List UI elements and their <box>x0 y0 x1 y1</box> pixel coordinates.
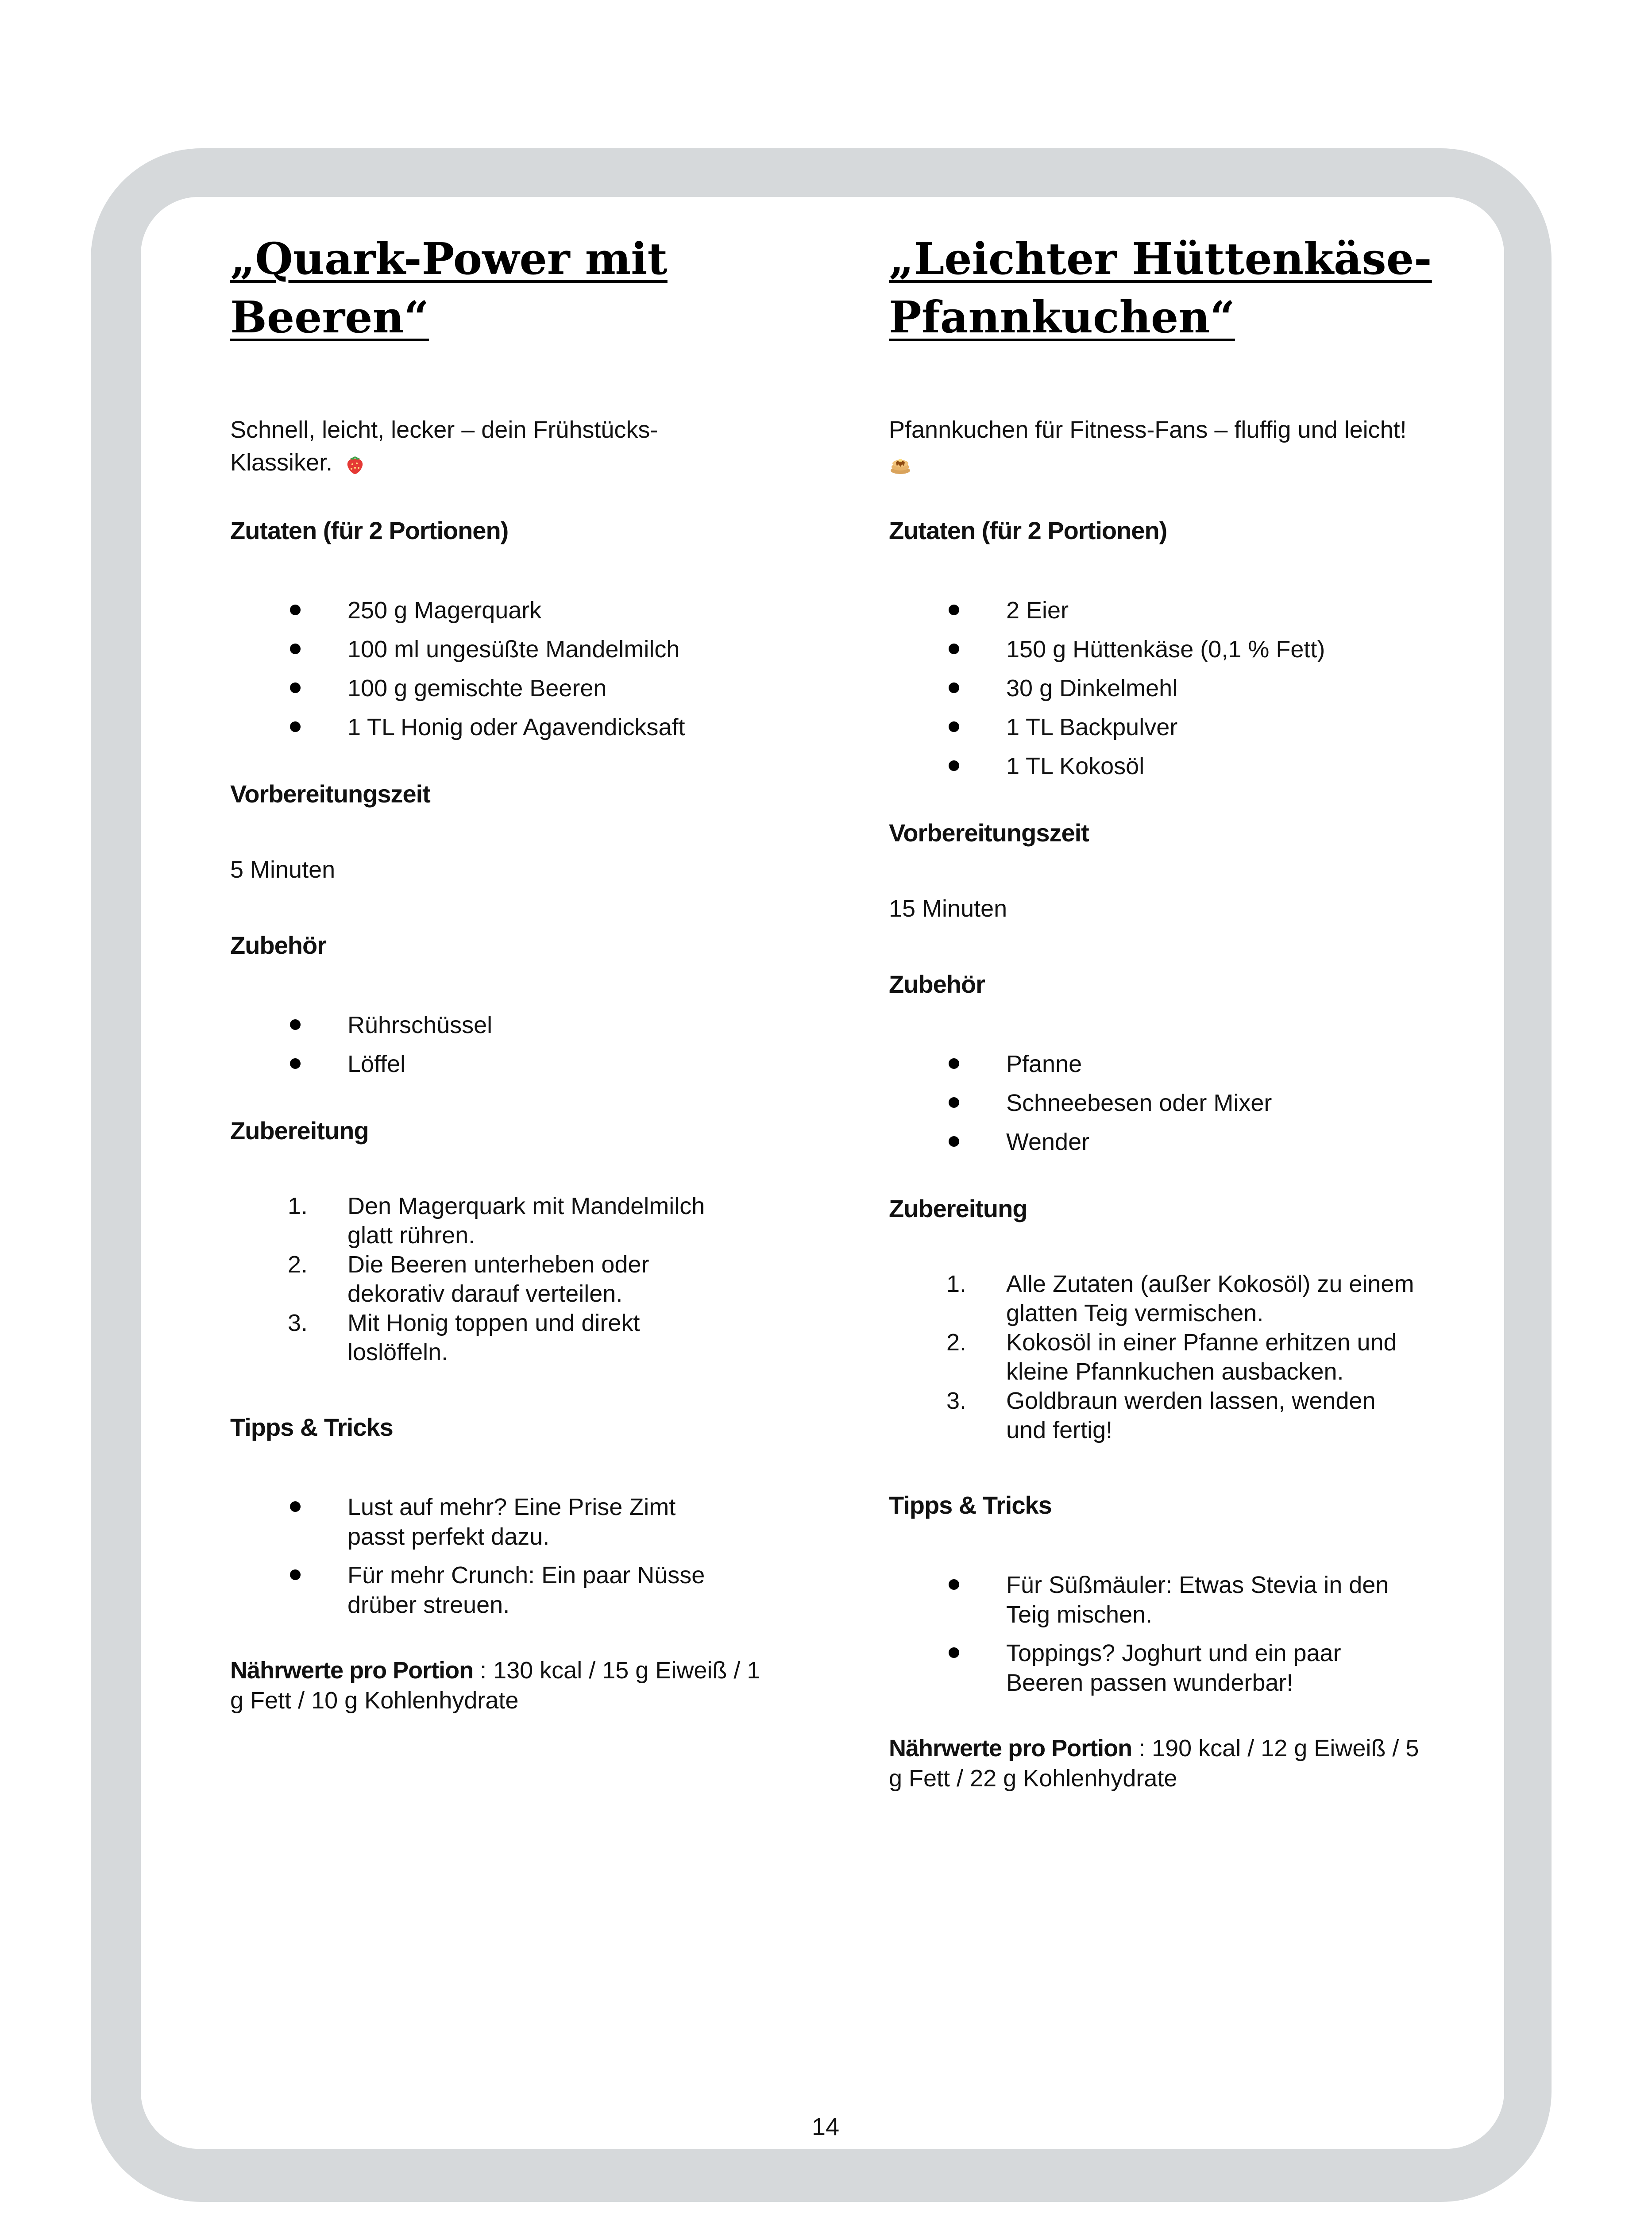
recipe-subtitle-text: Pfannkuchen für Fitness-Fans – fluffig und leicht! <box>889 416 1407 443</box>
tips-list <box>889 1570 1420 1698</box>
list-item: Lust auf mehr? Eine Prise Zimt passt perfekt dazu. <box>230 1492 735 1552</box>
list-item: 2. Kokosöl in einer Pfanne erhitzen und kleine Pfannkuchen ausbacken. <box>946 1329 1397 1385</box>
recipe-title-line1: „Leichter Hüttenkäse- <box>889 234 1432 285</box>
recipe-subtitle-text: Schnell, leicht, lecker – dein Frühstücks-Klassiker. <box>230 416 658 476</box>
steps-list <box>889 1269 1420 1445</box>
list-item: 100 ml ungesüßte Mandelmilch <box>230 635 788 664</box>
tools-list <box>230 1010 788 1079</box>
strawberry-icon <box>344 453 367 476</box>
recipe-quark-power <box>230 230 788 1716</box>
nutrition-info <box>889 1733 1438 1793</box>
recipe-title-line2: Beeren“ <box>230 292 429 343</box>
nutrition-value: : 130 kcal / 15 g Eiweiß / 1 g Fett / 10 g Kohlenhydrate <box>230 1657 760 1714</box>
ingredients-list <box>889 596 1447 781</box>
prep-heading: Vorbereitungszeit <box>889 819 1089 847</box>
ingredients-heading: Zutaten (für 2 Portionen) <box>230 517 509 544</box>
tips-list <box>230 1492 735 1620</box>
nutrition-label: Nährwerte pro Portion <box>889 1735 1132 1762</box>
list-item: Toppings? Joghurt und ein paar Beeren passen wunderbar! <box>889 1639 1420 1698</box>
pancakes-icon <box>889 453 912 476</box>
steps-list <box>230 1191 735 1367</box>
list-item: 1 TL Backpulver <box>889 713 1447 742</box>
list-item: 30 g Dinkelmehl <box>889 674 1447 703</box>
list-item: Für Süßmäuler: Etwas Stevia in den Teig mischen. <box>889 1570 1420 1630</box>
list-item: Für mehr Crunch: Ein paar Nüsse drüber streuen. <box>230 1561 735 1620</box>
list-item: 1 TL Honig oder Agavendicksaft <box>230 713 788 742</box>
list-item: 2. Die Beeren unterheben oder dekorativ darauf verteilen. <box>288 1251 649 1307</box>
recipe-subtitle <box>889 413 1460 479</box>
steps-heading: Zubereitung <box>230 1117 369 1145</box>
list-item: Schneebesen oder Mixer <box>889 1088 1447 1118</box>
recipe-title-line1: „Quark-Power mit <box>230 234 668 285</box>
list-item: Wender <box>889 1127 1447 1157</box>
recipe-huettenkaese-pfannkuchen <box>889 230 1447 1793</box>
list-item: 150 g Hüttenkäse (0,1 % Fett) <box>889 635 1447 664</box>
prep-time: 5 Minuten <box>230 856 336 883</box>
tips-heading: Tipps & Tricks <box>889 1491 1052 1519</box>
list-item: 1. Den Magerquark mit Mandelmilch glatt rühren. <box>288 1193 705 1249</box>
tools-heading: Zubehör <box>230 931 326 959</box>
recipe-subtitle <box>230 413 691 479</box>
tools-list <box>889 1049 1447 1157</box>
recipe-title <box>889 230 1447 347</box>
list-item: 250 g Magerquark <box>230 596 788 625</box>
ingredients-list <box>230 596 788 742</box>
list-item: 3. Mit Honig toppen und direkt loslöffeln. <box>288 1310 640 1365</box>
tips-heading: Tipps & Tricks <box>230 1413 393 1441</box>
list-item: Pfanne <box>889 1049 1447 1079</box>
tools-heading: Zubehör <box>889 970 985 998</box>
list-item: 1 TL Kokosöl <box>889 752 1447 781</box>
nutrition-value: : 190 kcal / 12 g Eiweiß / 5 g Fett / 22 g Kohlenhydrate <box>889 1735 1419 1792</box>
recipe-title <box>230 230 788 347</box>
steps-heading: Zubereitung <box>889 1195 1027 1222</box>
list-item: Löffel <box>230 1049 788 1079</box>
list-item: 100 g gemischte Beeren <box>230 674 788 703</box>
ingredients-heading: Zutaten (für 2 Portionen) <box>889 517 1167 544</box>
list-item: 3. Goldbraun werden lassen, wenden und fertig! <box>946 1388 1376 1443</box>
prep-heading: Vorbereitungszeit <box>230 780 430 808</box>
recipe-title-line2: Pfannkuchen“ <box>889 292 1235 343</box>
list-item: Rührschüssel <box>230 1010 788 1040</box>
list-item: 2 Eier <box>889 596 1447 625</box>
page-number: 14 <box>811 2113 840 2140</box>
nutrition-info <box>230 1655 775 1716</box>
prep-time: 15 Minuten <box>889 895 1007 922</box>
nutrition-label: Nährwerte pro Portion <box>230 1657 474 1684</box>
list-item: 1. Alle Zutaten (außer Kokosöl) zu einem glatten Teig vermischen. <box>946 1271 1414 1326</box>
